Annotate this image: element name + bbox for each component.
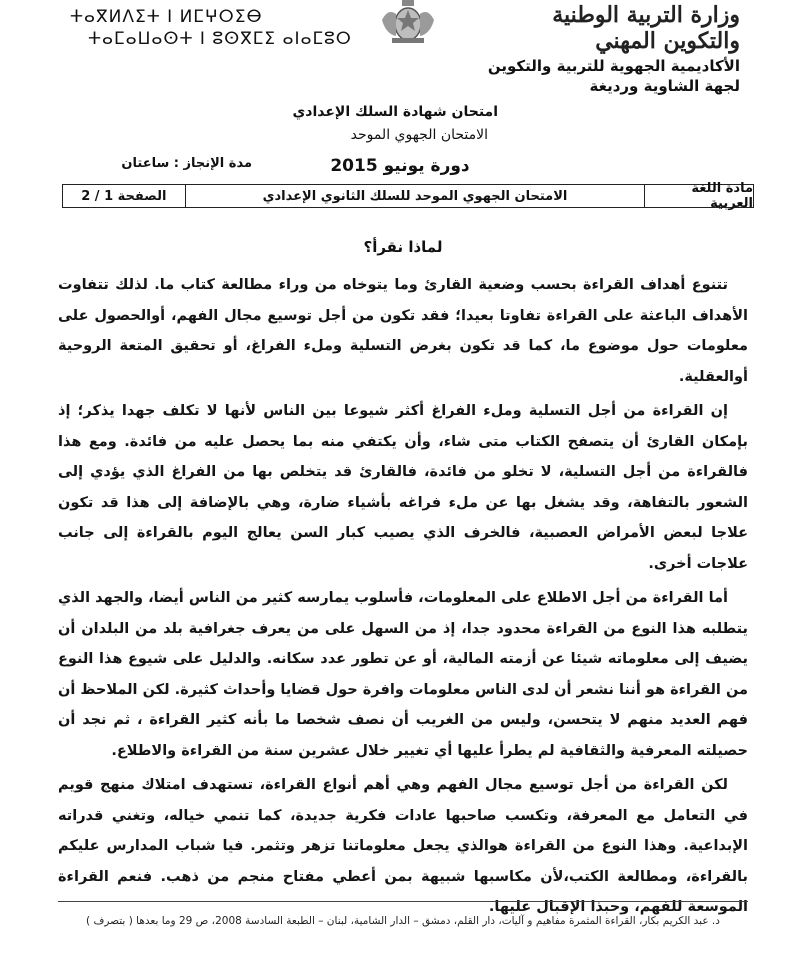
source-footnote: د. عبد الكريم بكار، القراءة المثمرة مفاهيم و آليات، دار القلم، دمشق – الدار الشامية، لبنان – الطبعة السادسة 2008، ص 29 وما بعدها ( بتصرف ) <box>86 915 720 927</box>
coat-of-arms-icon <box>378 0 438 44</box>
page-number-cell: الصفحة 1 / 2 <box>81 188 167 204</box>
letterhead <box>0 0 798 60</box>
paragraph-1: تتنوع أهداف القراءة بحسب وضعية القارئ وما يتوخاه من وراء مطالعة كتاب ما. لذلك تتفاوت الأهداف الباعثة على القراءة تفاوتا بعيدا؛ فقد تكون من أجل توسيع مجال الفهم، أوالحصول على معلومات حول موضوع ما، كما قد تكون بغرض التسلية وملء الفراغ، أو تحقيق المتعة الروحية أوالعقلية. <box>58 277 748 385</box>
paragraph-2: إن القراءة من أجل التسلية وملء الفراغ أكثر شيوعا بين الناس لأنها لا تكلف جهدا يذكر؛ إذ بإمكان القارئ أن يتصفح الكتاب متى شاء، وأن يكتفي منه بما يحصل عليه من فائدة. ومع هذا فالقراءة من أجل التسلية، لا تخلو من فائدة، فالقارئ قد يتخلص بها من الفراغ الذي يؤدي إلى الشعور بالتفاهة، وقد يشغل بها عن ملء فراغه بأشياء ضارة، وهي بالإضافة إلى هذا قد تكون علاجا لبعض الأمراض العصبية، فالخرف الذي يصيب كبار السن يعالج اليوم بالقراءة إلى جانب علاجات أخرى. <box>58 403 748 572</box>
text-title: لماذا نقرأ؟ <box>363 238 443 256</box>
exam-cell: الامتحان الجهوي الموحد للسلك الثانوي الإعدادي <box>185 185 645 207</box>
paragraph-4: لكن القراءة من أجل توسيع مجال الفهم وهي أهم أنواع القراءة، تستهدف امتلاك منهج قويم في التعامل مع المعرفة، وتكسب صاحبها عادات فكرية جديدة، كما تنمي خياله، وتغني قدراته الإبداعية. وهذا النوع من القراءة هوالذي يجعل معلوماتنا تزهر وتثمر. فيا شباب المدارس عليكم بالقراءة، ومطالعة الكتب،لأن مكاسبها شبيهة بمن أعطي مفتاح منجم من ذهب. فنعم القراءة الموسعة للفهم، وحبذا الإقبال عليها. <box>58 777 748 915</box>
ministry-line-1: وزارة التربية الوطنية <box>552 2 740 28</box>
ministry-line-2: والتكوين المهني <box>595 28 740 54</box>
exam-title-certificate: امتحان شهادة السلك الإعدادي <box>292 104 498 120</box>
ministry-name <box>440 2 740 54</box>
paragraph-3: أما القراءة من أجل الاطلاع على المعلومات، فأسلوب يمارسه كثير من الناس أيضا، والجهد الذي يتطلبه هذا النوع من القراءة محدود جدا، إذ من السهل على من يعرف جغرافية بلد من البلدان أن يضيف إلى معلوماته شيئا عن أزمته المالية، أو عن تطور عدد سكانه. والدليل على شيوع هذا النوع من القراءة هو أننا نشعر أن لدى الناس معلومات وافرة حول قضايا وأحداث كثيرة. لكن الملاحظ أن فهم العديد منهم لا يتحسن، وليس من الغريب أن نصف شخصا ما بأنه كثير القراءة ، ثم نجد أن حصيلته المعرفية والثقافية لم يطرأ عليها أي تغيير خلال عشرين سنة من القراءة والاطلاع. <box>58 590 748 759</box>
tifinagh-line-2: ⵜⴰⵎⴰⵡⴰⵙⵜ ⵏ ⵓⵙⴳⵎⵉ ⴰⵏⴰⵎⵓⵔ <box>88 29 352 49</box>
exam-session: دورة يونيو 2015 <box>330 156 470 176</box>
exam-titles <box>200 101 520 147</box>
reading-text <box>58 232 748 923</box>
exam-info-row <box>62 181 754 211</box>
footnote-divider <box>58 901 748 902</box>
academy-line-2: لجهة الشاوية ورديغة <box>589 77 740 95</box>
regional-academy <box>340 56 740 96</box>
exam-title-regional: الامتحان الجهوي الموحد <box>350 127 488 143</box>
tifinagh-line-1: ⵜⴰⴳⵍⴷⵉⵜ ⵏ ⵍⵎⵖⵔⵉⴱ <box>70 7 263 27</box>
tifinagh-ministry-name <box>70 6 370 50</box>
subject-cell: مادة اللغة العربية <box>644 185 753 207</box>
academy-line-1: الأكاديمية الجهوية للتربية والتكوين <box>487 57 740 75</box>
exam-duration: مدة الإنجاز : ساعتان <box>121 156 252 171</box>
